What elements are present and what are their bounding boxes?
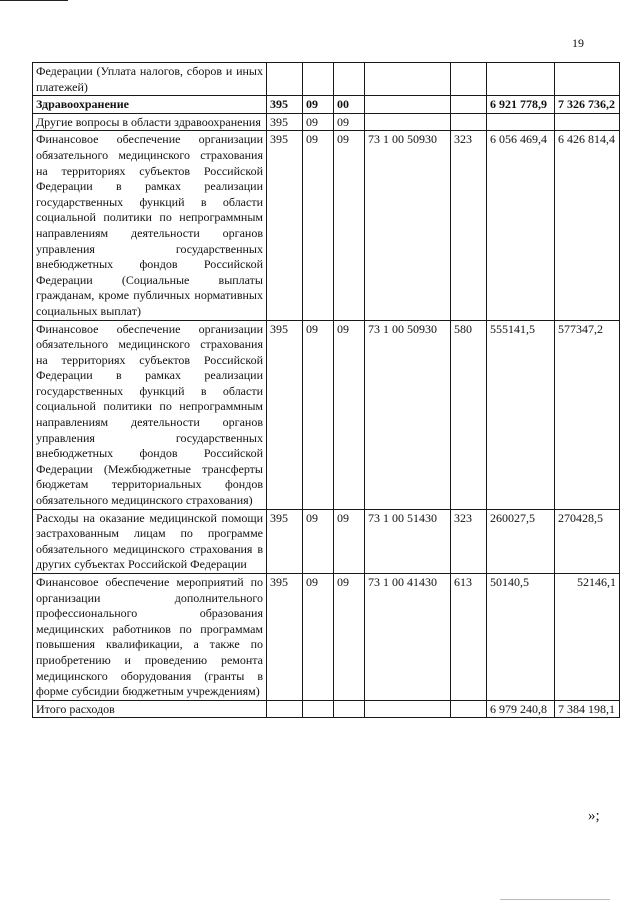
amount-year2-cell: 7 384 198,1: [555, 700, 620, 718]
table-row: [33, 700, 620, 718]
expense-type-cell: 323: [451, 509, 487, 573]
target-article-cell: [365, 113, 451, 131]
code-rz-cell: 09: [303, 320, 334, 509]
code-pr-cell: 09: [334, 320, 365, 509]
description-cell: Другие вопросы в области здравоохранения: [33, 113, 267, 131]
description-cell: Расходы на оказание медицинской помощи застрахованным лицам по программе обязательного медицинского страхования в других субъектах Российской Федерации: [33, 509, 267, 573]
code-gr-cell: [267, 700, 303, 718]
table-row: [33, 113, 620, 131]
code-pr-cell: 09: [334, 113, 365, 131]
code-rz-cell: [303, 63, 334, 96]
amount-year1-cell: 6 979 240,8: [487, 700, 555, 718]
code-rz-cell: 09: [303, 113, 334, 131]
description-cell: Финансовое обеспечение мероприятий по организации дополнительного профессионального образования медицинских работников по программам повышения квалификации, а также по приобретению и проведению ремонта медицинского оборудования (гранты в форме субсидии бюджетным учреждениям): [33, 574, 267, 701]
code-gr-cell: 395: [267, 96, 303, 114]
target-article-cell: 73 1 00 50930: [365, 131, 451, 320]
expense-type-cell: [451, 700, 487, 718]
target-article-cell: 73 1 00 50930: [365, 320, 451, 509]
target-article-cell: 73 1 00 51430: [365, 509, 451, 573]
code-rz-cell: 09: [303, 574, 334, 701]
budget-table: [32, 62, 620, 718]
budget-table-body: [33, 63, 620, 718]
amount-year2-cell: 7 326 736,2: [555, 96, 620, 114]
description-cell: Итого расходов: [33, 700, 267, 718]
code-pr-cell: 09: [334, 509, 365, 573]
scan-bottom-rule: [500, 899, 610, 900]
amount-year1-cell: 555141,5: [487, 320, 555, 509]
amount-year2-cell: 577347,2: [555, 320, 620, 509]
description-cell: Здравоохранение: [33, 96, 267, 114]
expense-type-cell: 580: [451, 320, 487, 509]
expense-type-cell: [451, 113, 487, 131]
target-article-cell: 73 1 00 41430: [365, 574, 451, 701]
expense-type-cell: 613: [451, 574, 487, 701]
target-article-cell: [365, 700, 451, 718]
description-cell: Федерации (Уплата налогов, сборов и иных платежей): [33, 63, 267, 96]
code-gr-cell: 395: [267, 574, 303, 701]
amount-year1-cell: 260027,5: [487, 509, 555, 573]
expense-type-cell: [451, 96, 487, 114]
code-gr-cell: 395: [267, 131, 303, 320]
code-gr-cell: [267, 63, 303, 96]
code-pr-cell: 09: [334, 131, 365, 320]
description-cell: Финансовое обеспечение организации обязательного медицинского страхования на территориях субъектов Российской Федерации в рамках реализации государственных функций в области социальной политики по непрограммным направлениям деятельности органов управления государственных внебюджетных фондов Российской Федерации (Социальные выплаты гражданам, кроме публичных нормативных социальных выплат): [33, 131, 267, 320]
closing-mark: »;: [588, 808, 600, 824]
table-row: [33, 574, 620, 701]
table-row: [33, 63, 620, 96]
code-rz-cell: [303, 700, 334, 718]
amount-year2-cell: 270428,5: [555, 509, 620, 573]
description-cell: Финансовое обеспечение организации обязательного медицинского страхования на территориях субъектов Российской Федерации в рамках реализации государственных функций в области социальной политики по непрограммным направлениям деятельности органов управления государственных внебюджетных фондов Российской Федерации (Межбюджетные трансферты бюджетам территориальных фондов обязательного медицинского страхования): [33, 320, 267, 509]
code-rz-cell: 09: [303, 96, 334, 114]
code-pr-cell: [334, 700, 365, 718]
expense-type-cell: 323: [451, 131, 487, 320]
amount-year2-cell: 52146,1: [555, 574, 620, 701]
amount-year2-cell: [555, 113, 620, 131]
page-number: 19: [572, 36, 584, 50]
code-rz-cell: 09: [303, 509, 334, 573]
table-row: [33, 509, 620, 573]
code-pr-cell: 00: [334, 96, 365, 114]
amount-year2-cell: 6 426 814,4: [555, 131, 620, 320]
code-rz-cell: 09: [303, 131, 334, 320]
code-gr-cell: 395: [267, 509, 303, 573]
amount-year1-cell: [487, 113, 555, 131]
amount-year1-cell: [487, 63, 555, 96]
target-article-cell: [365, 63, 451, 96]
table-row: [33, 131, 620, 320]
table-row: [33, 320, 620, 509]
expense-type-cell: [451, 63, 487, 96]
amount-year1-cell: 6 921 778,9: [487, 96, 555, 114]
amount-year1-cell: 50140,5: [487, 574, 555, 701]
scan-corner-rule: [0, 0, 68, 1]
amount-year2-cell: [555, 63, 620, 96]
target-article-cell: [365, 96, 451, 114]
code-gr-cell: 395: [267, 113, 303, 131]
table-row: [33, 96, 620, 114]
code-pr-cell: 09: [334, 574, 365, 701]
amount-year1-cell: 6 056 469,4: [487, 131, 555, 320]
code-pr-cell: [334, 63, 365, 96]
code-gr-cell: 395: [267, 320, 303, 509]
